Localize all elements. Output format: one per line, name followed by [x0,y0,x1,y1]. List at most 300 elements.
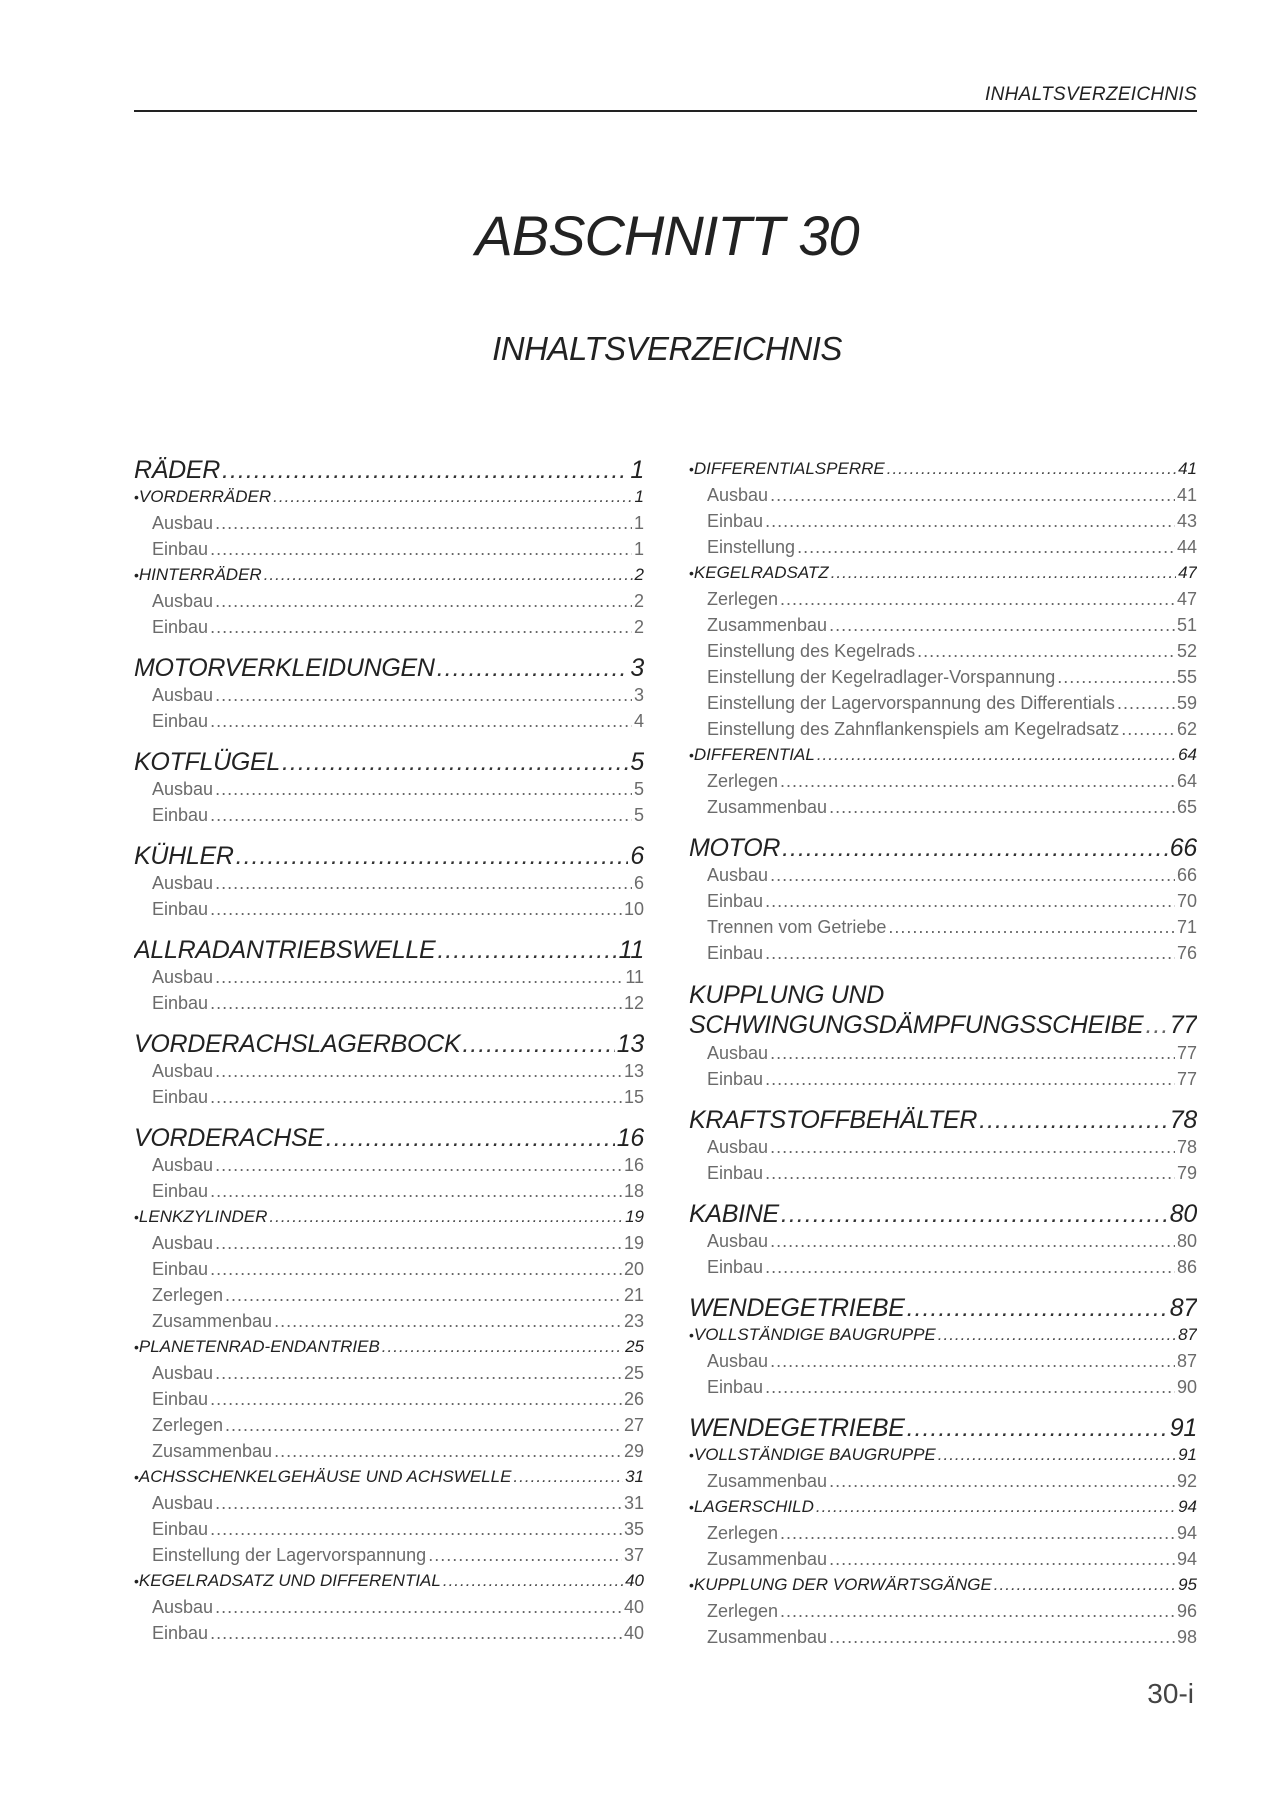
bullet-icon: • [134,567,139,583]
toc-page-number: 3 [630,654,644,682]
toc-subentry [134,1282,644,1308]
dot-leader [907,1414,1168,1442]
dot-leader [770,482,1175,508]
dot-leader [215,588,632,614]
toc-page-number: 44 [1176,537,1197,557]
toc-subentry [689,914,1197,940]
toc-entry-label: Zerlegen [152,1415,224,1435]
dot-leader [215,682,632,708]
toc-section-entry [689,1572,1197,1598]
dot-leader [1117,690,1175,716]
toc-chapter-entry [689,834,1197,862]
section-title: ABSCHNITT 30 [475,204,859,267]
toc-subentry [134,1308,644,1334]
toc-subentry [134,776,644,802]
toc-section-entry [689,1494,1197,1520]
toc-chapter-entry [689,1106,1197,1134]
toc-chapter-entry [689,1200,1197,1228]
dot-leader [215,1058,622,1084]
toc-page-number: 2 [633,617,644,637]
dot-leader [210,990,622,1016]
toc-page-number: 43 [1176,511,1197,531]
toc-page-number: 80 [1176,1231,1197,1251]
toc-page-number: 19 [625,1207,644,1226]
toc-page-number: 76 [1176,943,1197,963]
toc-subentry [689,534,1197,560]
dot-leader [831,560,1176,586]
dot-leader [765,1160,1175,1186]
dot-leader [210,1386,622,1412]
dot-leader [215,1152,622,1178]
bullet-icon: • [134,1339,139,1355]
toc-section-entry [689,742,1197,768]
toc-entry-label: Zerlegen [707,1523,779,1543]
toc-entry-label: Zusammenbau [707,1471,828,1491]
toc-entry-label: Einstellung der Lagervorspannung des Differentials [707,693,1115,713]
dot-leader [782,834,1168,862]
dot-leader [273,484,632,510]
toc-page-number: 65 [1176,797,1197,817]
toc-page-number: 11 [625,967,644,987]
dot-leader [770,1040,1175,1066]
toc-subentry [134,1386,644,1412]
toc-entry-label: Einbau [707,891,764,911]
toc-page-number: 5 [633,805,644,825]
toc-page-number: 31 [623,1493,644,1513]
toc-subentry [689,1520,1197,1546]
toc-page-number: 47 [1178,563,1197,582]
toc-entry-label: Einbau [707,1163,764,1183]
toc-page-number: 27 [623,1415,644,1435]
toc-page-number: 79 [1176,1163,1197,1183]
toc-entry-label: Einbau [152,1389,209,1409]
dot-leader [210,614,632,640]
toc-entry-label: Einstellung [707,537,796,557]
toc-chapter-entry [689,1294,1197,1322]
toc-chapter-entry [134,1030,644,1058]
dot-leader [269,1204,623,1230]
dot-leader [215,776,632,802]
toc-page-number: 23 [623,1311,644,1331]
dot-leader [215,1360,622,1386]
bullet-icon: • [134,1209,139,1225]
toc-entry-label: Einbau [707,1257,764,1277]
toc-page-number: 1 [633,539,644,559]
toc-entry-label: Einstellung der Kegelradlager-Vorspannung [707,667,1056,687]
dot-leader [765,888,1175,914]
dot-leader [382,1334,623,1360]
dot-leader [770,1134,1175,1160]
toc-entry-label: Ausbau [707,1043,769,1063]
dot-leader [215,1230,622,1256]
toc-page-number: 5 [633,779,644,799]
toc-page-number: 40 [623,1623,644,1643]
toc-page-number: 62 [1176,719,1197,739]
dot-leader [765,1374,1175,1400]
toc-chapter-entry [134,842,644,870]
toc-subentry [689,586,1197,612]
toc-subentry [134,802,644,828]
dot-leader [264,562,633,588]
dot-leader [829,612,1175,638]
toc-entry-label: Einbau [152,617,209,637]
dot-leader [979,1106,1168,1134]
toc-page-number: 5 [630,748,644,776]
toc-section-entry [134,562,644,588]
toc-entry-label: Zusammenbau [707,797,828,817]
toc-entry-label: Einbau [152,539,209,559]
toc-entry-label: HINTERRÄDER [138,565,262,584]
toc-page-number: 16 [616,1124,644,1152]
dot-leader [816,1494,1176,1520]
toc-entry-label: WENDEGETRIEBE [689,1414,905,1442]
dot-leader [829,1546,1175,1572]
toc-entry-label: Zerlegen [707,771,779,791]
dot-leader [215,964,623,990]
toc-entry-label: MOTOR [689,834,781,862]
toc-page-number: 40 [625,1571,644,1590]
dot-leader [210,802,632,828]
toc-page-number: 70 [1176,891,1197,911]
toc-entry-label: Einbau [152,1623,209,1643]
dot-leader [797,534,1175,560]
toc-page-number: 12 [623,993,644,1013]
toc-subentry [689,716,1197,742]
dot-leader [1145,1010,1167,1040]
toc-subentry [134,614,644,640]
dot-leader [907,1294,1168,1322]
toc-entry-label: Ausbau [152,685,214,705]
toc-page-number: 41 [1178,459,1197,478]
toc-subentry [134,1230,644,1256]
toc-page-number: 13 [616,1030,644,1058]
dot-leader [780,768,1175,794]
toc-subentry [689,1254,1197,1280]
toc-entry-label: KEGELRADSATZ UND DIFFERENTIAL [138,1571,441,1590]
toc-entry-label: Zusammenbau [152,1441,273,1461]
toc-entry-label: Ausbau [707,1231,769,1251]
toc-entry-label: Zerlegen [707,1601,779,1621]
toc-entry-label: LAGERSCHILD [693,1497,814,1516]
dot-leader [215,1490,622,1516]
toc-chapter-entry [134,654,644,682]
toc-chapter-entry [134,456,644,484]
toc-section-entry [689,1442,1197,1468]
dot-leader [888,914,1175,940]
toc-page-number: 31 [625,1467,644,1486]
toc-page-number: 18 [623,1181,644,1201]
toc-entry-label: Einbau [152,1259,209,1279]
dot-leader [215,870,632,896]
toc-section-entry [689,456,1197,482]
toc-entry-label: Ausbau [152,967,214,987]
toc-page-number: 78 [1176,1137,1197,1157]
toc-page-number: 86 [1176,1257,1197,1277]
running-header [134,80,1197,112]
toc-right-column [689,456,1197,1650]
toc-subentry [134,1438,644,1464]
toc-entry-label: ACHSSCHENKELGEHÄUSE UND ACHSWELLE [138,1467,512,1486]
toc-entry-label: Ausbau [707,865,769,885]
dot-leader [938,1322,1176,1348]
toc-subentry [689,1468,1197,1494]
dot-leader [829,794,1175,820]
bullet-icon: • [134,489,139,505]
dot-leader [210,1620,622,1646]
dot-leader [225,1282,622,1308]
bullet-icon: • [134,1469,139,1485]
toc-entry-label: Einbau [152,993,209,1013]
toc-subentry [134,1542,644,1568]
toc-subentry [689,1160,1197,1186]
toc-subentry [134,1256,644,1282]
dot-leader [817,742,1176,768]
toc-left-column [134,456,644,1646]
toc-entry-label: Ausbau [152,591,214,611]
page-number: 30-i [1147,1678,1194,1709]
toc-entry-label: Einbau [152,1519,209,1539]
dot-leader [437,654,629,682]
toc-entry-label: Einstellung des Zahnflankenspiels am Kegelradsatz [707,719,1120,739]
dot-leader [210,1084,622,1110]
toc-chapter-entry [134,936,644,964]
toc-page-number: 66 [1169,834,1197,862]
bullet-icon: • [689,1577,694,1593]
dot-leader [274,1438,622,1464]
toc-subentry [689,482,1197,508]
toc-section-entry [134,1568,644,1594]
dot-leader [210,708,632,734]
toc-entry-label: Ausbau [152,1061,214,1081]
toc-page-number: 11 [618,936,644,964]
toc-subentry [134,896,644,922]
dot-leader [765,1066,1175,1092]
toc-subentry [689,1624,1197,1650]
toc-page-number: 37 [623,1545,644,1565]
dot-leader [428,1542,622,1568]
toc-entry-label: Einbau [707,1377,764,1397]
dot-leader [236,842,629,870]
toc-entry-label: Einbau [152,1087,209,1107]
toc-subentry [689,638,1197,664]
toc-subentry [134,1412,644,1438]
dot-leader [443,1568,623,1594]
dot-leader [437,936,616,964]
dot-leader [994,1572,1176,1598]
toc-page-number: 40 [623,1597,644,1617]
dot-leader [770,1228,1175,1254]
toc-subentry [689,768,1197,794]
toc-page-number: 64 [1178,745,1197,764]
toc-subentry [134,990,644,1016]
dot-leader [210,536,632,562]
toc-entry-label: WENDEGETRIEBE [689,1294,905,1322]
toc-subentry [689,1348,1197,1374]
toc-page-number: 16 [623,1155,644,1175]
toc-section-entry [134,1204,644,1230]
toc-chapter-entry [689,1414,1197,1442]
toc-page-number: 13 [623,1061,644,1081]
toc-page-number: 52 [1176,641,1197,661]
toc-entry-label: DIFFERENTIAL [693,745,815,764]
dot-leader [829,1624,1175,1650]
toc-page-number: 1 [634,487,644,506]
toc-entry-label: Zusammenbau [707,1549,828,1569]
toc-page-number: 95 [1178,1575,1197,1594]
dot-leader [210,1178,622,1204]
toc-entry-label: Ausbau [152,1597,214,1617]
toc-subentry [689,664,1197,690]
toc-page-number: 55 [1176,667,1197,687]
toc-page-number: 4 [633,711,644,731]
toc-entry-label: KEGELRADSATZ [693,563,829,582]
toc-entry-label: Zusammenbau [707,615,828,635]
toc-entry-label: LENKZYLINDER [138,1207,268,1226]
toc-subentry [689,1134,1197,1160]
toc-entry-label: MOTORVERKLEIDUNGEN [134,654,435,682]
toc-entry-label: VOLLSTÄNDIGE BAUGRUPPE [693,1445,936,1464]
bullet-icon: • [689,565,694,581]
toc-page-number: 98 [1176,1627,1197,1647]
toc-entry-label: Einbau [152,899,209,919]
toc-section-entry [134,1334,644,1360]
toc-subentry [134,588,644,614]
toc-page-number: 71 [1176,917,1197,937]
toc-subentry [134,536,644,562]
toc-subentry [134,1058,644,1084]
toc-page-number: 20 [623,1259,644,1279]
toc-section-entry [689,1322,1197,1348]
toc-chapter-entry [134,1124,644,1152]
toc-subentry [134,1516,644,1542]
toc-page-number: 87 [1169,1294,1197,1322]
dot-leader [780,1520,1175,1546]
toc-subentry [689,794,1197,820]
toc-entry-label: Ausbau [707,1137,769,1157]
toc-section-entry [134,1464,644,1490]
toc-subentry [134,1594,644,1620]
toc-entry-label: KOTFLÜGEL [134,748,280,776]
toc-chapter-entry [689,980,1197,1040]
dot-leader [210,1516,622,1542]
dot-leader [917,638,1175,664]
toc-page-number: 51 [1176,615,1197,635]
toc-page-number: 77 [1169,1011,1197,1039]
toc-entry-label: Trennen vom Getriebe [707,917,887,937]
toc-page-number: 87 [1178,1325,1197,1344]
toc-page-number: 35 [623,1519,644,1539]
toc-page-number: 2 [634,565,644,584]
toc-entry-label: Einbau [707,943,764,963]
toc-page-number: 77 [1176,1069,1197,1089]
dot-leader [765,508,1175,534]
toc-page-number: 3 [633,685,644,705]
toc-page-number: 94 [1176,1549,1197,1569]
toc-entry-label: KÜHLER [134,842,234,870]
toc-entry-label: Ausbau [152,1233,214,1253]
toc-subentry [134,510,644,536]
toc-subentry [689,1040,1197,1066]
toc-entry-label: KRAFTSTOFFBEHÄLTER [689,1106,978,1134]
toc-page-number: 64 [1176,771,1197,791]
toc-page-number: 21 [623,1285,644,1305]
toc-entry-label: RÄDER [134,456,221,484]
toc-subentry [689,940,1197,966]
toc-page-number: 91 [1178,1445,1197,1464]
toc-entry-label: Ausbau [152,1493,214,1513]
toc-entry-label: Einbau [707,1069,764,1089]
toc-subentry [689,1228,1197,1254]
toc-subentry [689,612,1197,638]
toc-page-number: 6 [630,842,644,870]
toc-page-number: 1 [633,513,644,533]
dot-leader [462,1030,614,1058]
dot-leader [887,456,1176,482]
toc-entry-label: Ausbau [152,1363,214,1383]
toc-subentry [689,1066,1197,1092]
toc-page-number: 26 [623,1389,644,1409]
toc-chapter-label-cont: SCHWINGUNGSDÄMPFUNGSSCHEIBE [689,1011,1144,1039]
toc-page-number: 1 [630,456,644,484]
toc-entry-label: Einstellung des Kegelrads [707,641,916,661]
toc-page-number: 94 [1176,1523,1197,1543]
toc-entry-label: Einbau [152,1181,209,1201]
toc-page-number: 25 [623,1363,644,1383]
toc-entry-label: KUPPLUNG DER VORWÄRTSGÄNGE [693,1575,992,1594]
toc-entry-label: VOLLSTÄNDIGE BAUGRUPPE [693,1325,936,1344]
toc-page-number: 15 [623,1087,644,1107]
bullet-icon: • [689,1327,694,1343]
dot-leader [513,1464,623,1490]
toc-subentry [134,682,644,708]
toc-page-number: 66 [1176,865,1197,885]
toc-subentry [689,690,1197,716]
dot-leader [225,1412,622,1438]
toc-title: INHALTSVERZEICHNIS [492,330,842,367]
toc-subentry [134,1084,644,1110]
toc-entry-label: Einstellung der Lagervorspannung [152,1545,427,1565]
dot-leader [326,1124,615,1152]
toc-entry-label: VORDERRÄDER [138,487,272,506]
dot-leader [222,456,628,484]
dot-leader [770,1348,1175,1374]
toc-page-number: 29 [623,1441,644,1461]
toc-entry-label: Einbau [152,711,209,731]
toc-subentry [689,888,1197,914]
dot-leader [282,748,628,776]
toc-entry-label: Ausbau [152,873,214,893]
toc-entry-label: Zusammenbau [152,1311,273,1331]
bullet-icon: • [689,747,694,763]
bullet-icon: • [689,1447,694,1463]
toc-entry-label: Zusammenbau [707,1627,828,1647]
dot-leader [1057,664,1175,690]
toc-entry-label: Ausbau [707,485,769,505]
dot-leader [274,1308,622,1334]
toc-page-number: 94 [1178,1497,1197,1516]
dot-leader [780,1598,1175,1624]
bullet-icon: • [689,461,694,477]
toc-page-number: 96 [1176,1601,1197,1621]
toc-entry-label: Ausbau [152,779,214,799]
toc-page-number: 80 [1169,1200,1197,1228]
toc-subentry [134,870,644,896]
toc-entry-label: DIFFERENTIALSPERRE [693,459,885,478]
toc-chapter-label: KUPPLUNG UND [689,981,885,1009]
toc-subentry [689,508,1197,534]
dot-leader [215,1594,622,1620]
toc-page-number: 87 [1176,1351,1197,1371]
